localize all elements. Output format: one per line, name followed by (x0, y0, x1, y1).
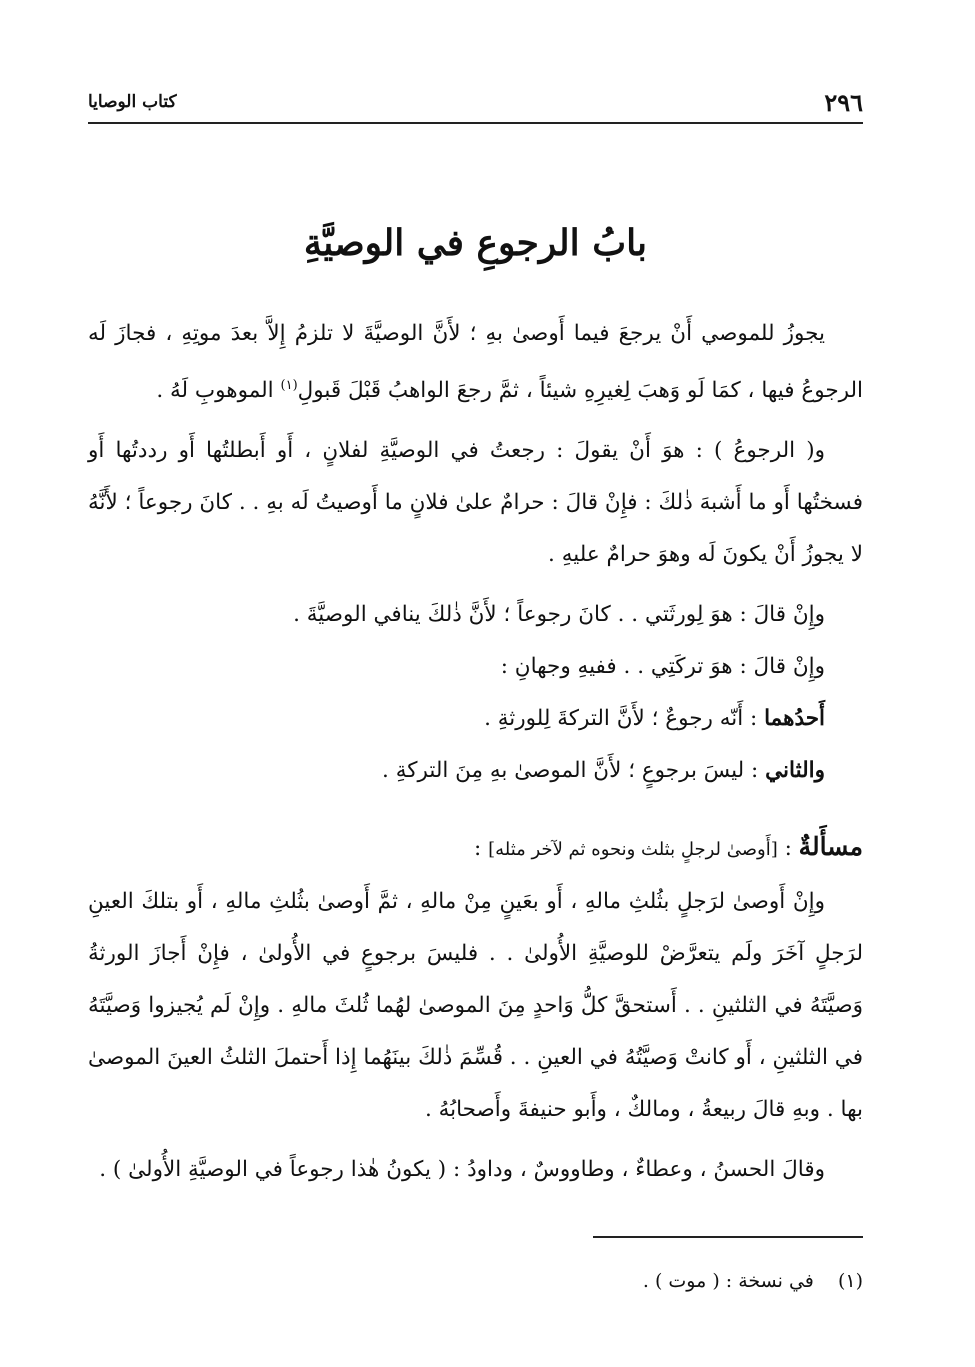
second-view-label: والثاني (765, 758, 825, 784)
page-header (88, 84, 863, 124)
chapter-title: بابُ الرجوعِ في الوصيَّةِ (303, 222, 648, 264)
footnote-marker[interactable]: (١) (280, 378, 298, 393)
paragraph-6 (88, 745, 863, 797)
masala-end: : (474, 836, 489, 862)
page-number: ٢٩٦ (824, 88, 863, 117)
footnote (643, 1270, 863, 1292)
body-text (88, 308, 863, 1204)
paragraph-5 (88, 693, 863, 745)
masala-colon: : (777, 836, 799, 862)
masala-subtitle: [أَوصىٰ لرجلٍ بثلث ونحوه ثم لآخر مثله] (488, 839, 778, 861)
paragraph-4: وإِنْ قالَ : هوَ تركَتِي . . ففيهِ وجهانِ : (500, 654, 825, 680)
first-view-label: أَحدُهما (764, 706, 825, 732)
paragraph-1-text: يجوزُ للموصي أَنْ يرجعَ فيما أَوصىٰ بهِ ؛ لأَنَّ الوصيَّةَ لا تلزمُ إِلاَّ بعدَ موتِهِ ، فجازَ لَه الرجوعُ فيها ، كمَا لَو وَهبَ لِغيرِهِ شيئاً ، ثمَّ رجعَ الواهبُ قَبْلَ قَبولِ (88, 321, 863, 404)
paragraph-1 (88, 308, 863, 417)
second-view-text: : ليسَ برجوعٍ ؛ لأَنَّ الموصىٰ بهِ مِنَ التركةِ . (382, 758, 759, 784)
paragraph-7: وإِنْ أَوصىٰ لرَجلٍ بثُلثِ مالهِ ، أَو بعَينٍ مِنْ مالهِ ، ثمَّ أَوصىٰ بثُلثِ مالهِ ، أَو بتلكَ العينِ لرَجلٍ آخَرَ ولَم يتعرَّضْ للوصيَّةِ الأُولىٰ . . فليسَ برجوعٍ في الأُولىٰ ، فإِنْ أَجازَ الورثةُ وَصيَّتَهُ في الثلثينِ . . أَستحقَّ كلُّ وَاحدٍ مِنَ الموصىٰ لهُما ثُلثَ مالهِ . وإِنْ لَم يُجيزوا وَصيَّتَهُ في الثلثينِ ، أَو كانتْ وَصيَّتُهُ في العينِ . . قُسِّمَ ذٰلكَ بينَهُما إِذا أَحتملَ الثلثُ العينَ الموصىٰ بها . وبهِ قالَ ربيعةُ ، ومالكٌ ، وأَبو حنيفةَ وأَصحابُهُ . (88, 889, 863, 1123)
masala-heading (88, 821, 863, 876)
paragraph-3: وإِنْ قالَ : هوَ لِورثَتي . . كانَ رجوعاً ؛ لأَنَّ ذٰلكَ ينافي الوصيَّةَ . (293, 602, 825, 628)
running-title: كتاب الوصايا (88, 92, 177, 112)
masala-word: مسأَلةٌ (798, 832, 863, 862)
document-page (88, 0, 863, 1367)
first-view-text: : أَنّه رجوعٌ ؛ لأَنَّ التركةَ لِلورثةِ . (484, 706, 758, 732)
footnote-text: في نسخة : ( موت ) . (642, 1270, 814, 1292)
paragraph-1-end: الموهوبِ لَهُ . (156, 378, 274, 404)
footnote-divider (593, 1236, 863, 1238)
footnote-number: (١) (837, 1270, 863, 1292)
paragraph-2: و( الرجوعُ ) : هوَ أَنْ يقولَ : رجعتُ في الوصيَّةِ لفلانٍ ، أَو أَبطلتُها أَو رددتُها أَو فسختُها أَو ما أَشبهَ ذٰلكَ : فإِنْ قالَ : حرامٌ علىٰ فلانٍ ما أَوصيتُ لَه بهِ . . كانَ رجوعاً ؛ لأَنَّهُ لا يجوزُ أَنْ يكونَ لَه وهوَ حرامٌ عليهِ . (88, 438, 863, 568)
paragraph-8: وقالَ الحسنُ ، وعطاءٌ ، وطاووسٌ ، وداودُ : ( يكونُ هٰذا رجوعاً في الوصيَّةِ الأُولىٰ ) . (99, 1157, 825, 1183)
